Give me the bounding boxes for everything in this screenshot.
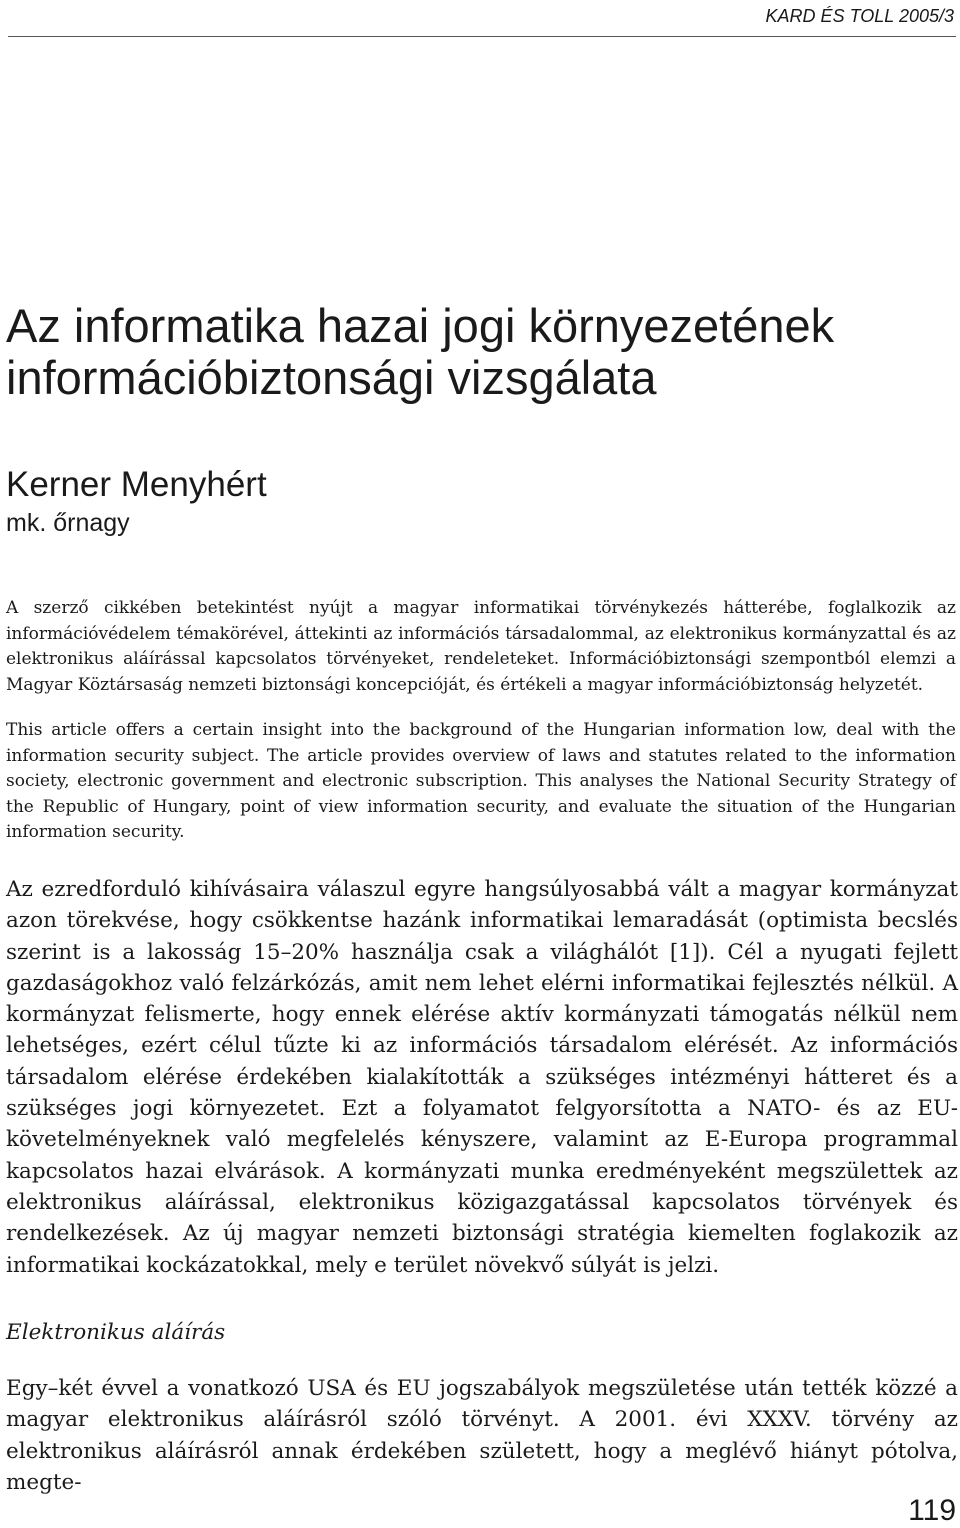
intro-paragraph: Az ezredforduló kihívásaira válaszul egyre hangsúlyosabbá vált a magyar kormányzat azon törekvése, hogy csökkentse hazánk informatikai lemaradását (optimista becslés szerint is a lakosság 15–20% használja csak a világhálót [1]). Cél a nyugati fejlett gazdaságokhoz való felzárkózás, amit nem lehet elérni informatikai fejlesztés nélkül. A kormányzat felismerte, hogy ennek elérése aktív kormányzati támogatás nélkül nem lehetséges, ezért célul tűzte ki az információs társadalom elérését. Az információs társadalom elérése érdekében kialakították a szükséges intézményi hátteret és a szükséges jogi környezetet. Ezt a folyamatot felgyorsította a NATO- és az EU-követelményeknek való megfelelés kényszere, valamint az E-Europa programmal kapcsolatos hazai elvárások. A kormányzati munka eredményeként megszülettek az elektronikus aláírással, elektronikus közigazgatással kapcsolatos törvények és rendelkezések. Az új magyar nemzeti biztonsági stratégia kiemelten foglakozik az informatikai kockázatokkal, mely e terület növekvő súlyát is jelzi.	[6, 877, 958, 1278]
journal-header: KARD ÉS TOLL 2005/3	[765, 6, 954, 26]
article-title: Az informatika hazai jogi környezetének információbiztonsági vizsgálata	[6, 299, 835, 404]
section-heading: Elektronikus aláírás	[6, 1320, 226, 1345]
header-rule	[8, 36, 956, 37]
page-number: 119	[908, 1494, 956, 1527]
abstract-hungarian: A szerző cikkében betekintést nyújt a magyar informatikai törvénykezés hátterébe, foglalkozik az információvédelem témakörével, áttekinti az információs társadalommal, az elektronikus kormányzattal és az elektronikus aláírással kapcsolatos törvényeket, rendeleteket. Információbiztonsági szempontból elemzi a Magyar Köztársaság nemzeti biztonsági koncepcióját, és értékeli a magyar információbiztonság helyzetét.	[6, 598, 956, 695]
abstract-english: This article offers a certain insight into the background of the Hungarian information low, deal with the information security subject. The article provides overview of laws and statutes related to the information society, electronic government and electronic subscription. This analyses the National Security Strategy of the Republic of Hungary, point of view information security, and evaluate the situation of the Hungarian information security.	[6, 720, 956, 842]
article-author: Kerner Menyhért	[6, 465, 267, 504]
author-rank: mk. őrnagy	[6, 509, 130, 537]
section-paragraph: Egy–két évvel a vonatkozó USA és EU jogszabályok megszületése után tették közzé a magyar elektronikus aláírásról szóló törvényt. A 2001. évi XXXV. törvény az elektronikus aláírásról annak érdekében született, hogy a meglévő hiányt pótolva, megte-	[6, 1376, 958, 1495]
